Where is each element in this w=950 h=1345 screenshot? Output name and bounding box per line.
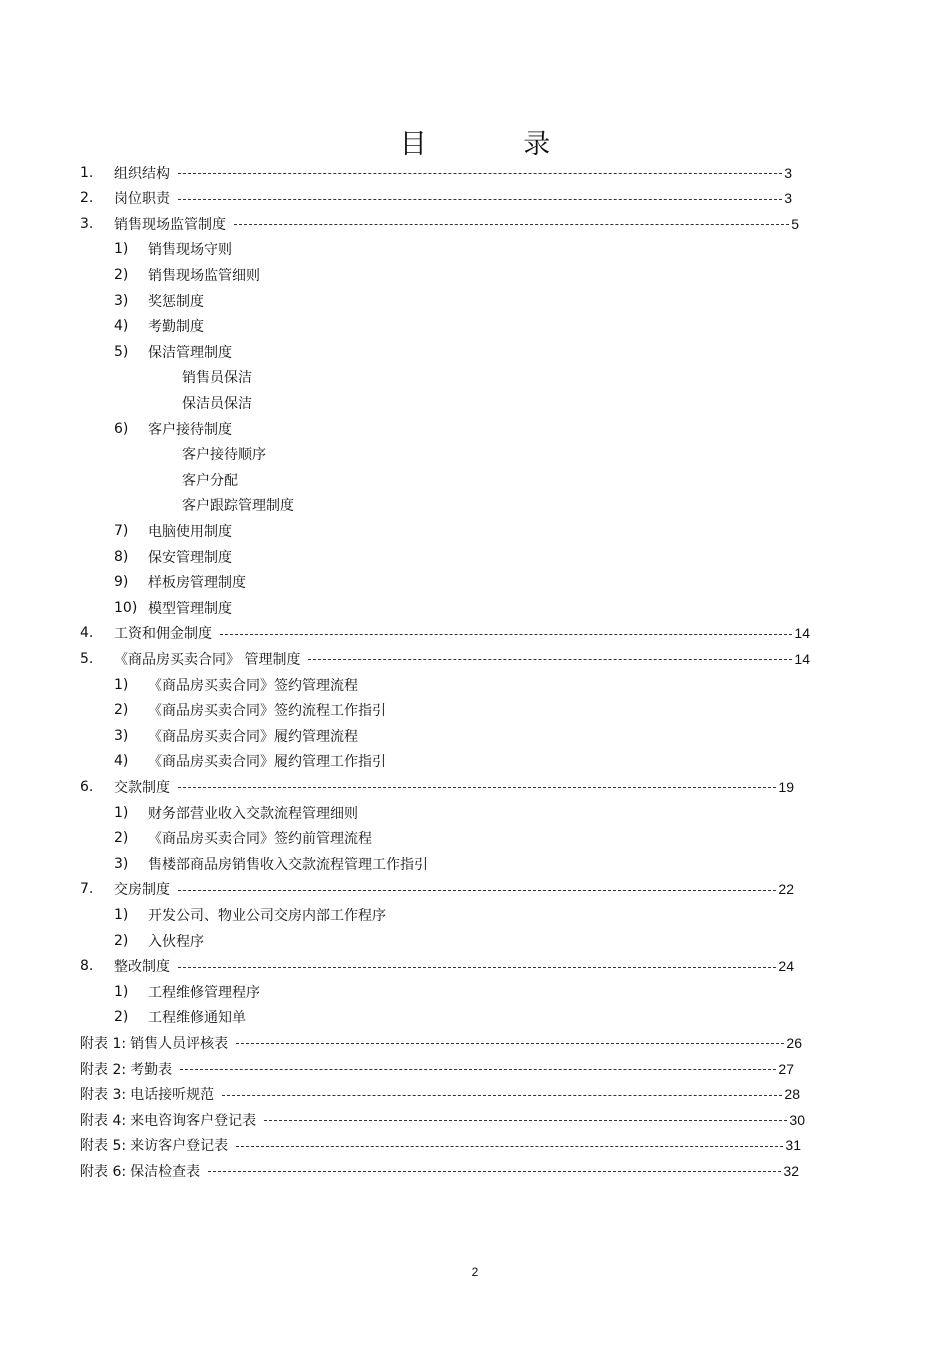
toc-entry-label: 交款制度 [114,779,170,796]
toc-entry[interactable] [114,902,386,927]
toc-entry-label: 组织结构 [114,165,170,182]
toc-entry-number: 7. [80,881,94,898]
toc-dot-leader [264,1120,787,1121]
toc-dot-leader [236,1043,784,1044]
page-number: 2 [471,1265,479,1279]
toc-entry-number: 2) [114,1009,129,1026]
toc-dot-leader [178,173,782,174]
toc-entry-label: 财务部营业收入交款流程管理细则 [148,805,358,822]
toc-entry-page: 19 [778,778,794,795]
toc-entry-number: 4. [80,625,94,642]
toc-entry-number: 附表 6: [80,1163,127,1180]
toc-entry-number: 6) [114,420,129,437]
toc-entry-page: 28 [784,1086,800,1103]
toc-entry-page: 27 [778,1060,794,1077]
toc-entry-label: 岗位职责 [114,191,170,208]
toc-entry[interactable] [80,1107,805,1132]
toc-entry[interactable] [114,262,260,287]
toc-entry[interactable] [114,826,372,851]
toc-entry[interactable] [80,646,810,671]
toc-entry-label: 工程维修通知单 [148,1010,246,1027]
toc-entry-label: 样板房管理制度 [148,575,246,592]
toc-entry-number: 2) [114,702,129,719]
toc-entry-label: 《商品房买卖合同》履约管理流程 [148,728,358,745]
toc-dot-leader [208,1171,781,1172]
toc-entry-label: 保洁员保洁 [182,395,252,412]
toc-entry-number: 2. [80,190,94,207]
toc-entry-number: 7) [114,522,129,539]
toc-entry-number: 1) [114,804,129,821]
toc-entry-number: 4) [114,753,129,770]
toc-entry-label: 客户接待顺序 [182,447,266,464]
toc-entry-page: 22 [778,881,794,898]
toc-entry[interactable] [114,416,232,441]
toc-dot-leader [234,224,789,225]
toc-entry[interactable] [182,467,238,492]
toc-entry-label: 电脑使用制度 [148,523,232,540]
toc-entry-number: 1) [114,676,129,693]
toc-entry-number: 2) [114,932,129,949]
toc-entry[interactable] [80,621,810,646]
toc-entry-label: 《商品房买卖合同》签约流程工作指引 [148,703,386,720]
toc-entry[interactable] [80,1158,799,1183]
toc-entry[interactable] [182,493,294,518]
toc-entry-number: 1. [80,164,94,181]
toc-entry-label: 工资和佣金制度 [114,626,212,643]
toc-entry-label: 销售员保洁 [182,370,252,387]
toc-dot-leader [178,199,782,200]
toc-entry[interactable] [114,800,358,825]
toc-entry-page: 26 [786,1034,802,1051]
toc-entry-label: 售楼部商品房销售收入交款流程管理工作指引 [148,856,428,873]
toc-entry-page: 5 [791,215,799,232]
toc-entry[interactable] [182,442,266,467]
toc-entry-label: 整改制度 [114,959,170,976]
toc-entry-number: 3) [114,855,129,872]
toc-entry-number: 8. [80,958,94,975]
toc-entry-page: 24 [778,958,794,975]
toc-entry-number: 1) [114,983,129,1000]
toc-entry[interactable] [182,390,252,415]
toc-entry-label: 销售现场监管细则 [148,267,260,284]
toc-entry-label: 交房制度 [114,882,170,899]
toc-entry-page: 3 [784,164,792,181]
toc-entry-label: 销售人员评核表 [130,1035,229,1052]
toc-entry[interactable] [80,1082,800,1107]
toc-dot-leader [220,634,792,635]
toc-entry[interactable] [80,1056,794,1081]
toc-entry-page: 32 [783,1162,799,1179]
toc-entry-number: 4) [114,318,129,335]
toc-entry-number: 1) [114,906,129,923]
toc-entry-label: 客户跟踪管理制度 [182,498,294,515]
toc-entry-label: 来电咨询客户登记表 [130,1112,257,1129]
toc-entry-label: 保洁检查表 [130,1163,201,1180]
toc-entry-number: 附表 4: [80,1112,127,1129]
toc-entry-number: 8) [114,548,129,565]
toc-entry-page: 31 [785,1137,801,1154]
toc-entry-label: 入伙程序 [148,933,204,950]
toc-entry[interactable] [114,723,358,748]
toc-entry-number: 2) [114,830,129,847]
toc-entry-label: 客户接待制度 [148,421,232,438]
toc-entry-number: 1) [114,241,129,258]
toc-entry[interactable] [114,339,232,364]
toc-entry[interactable] [114,698,386,723]
toc-entry-label: 保安管理制度 [148,549,232,566]
toc-entry-label: 电话接听规范 [130,1087,215,1104]
toc-entry[interactable] [80,774,794,799]
toc-entry[interactable] [80,1030,802,1055]
toc-entry-number: 附表 3: [80,1087,127,1104]
toc-entry-label: 《商品房买卖合同》签约前管理流程 [148,831,372,848]
toc-entry[interactable] [114,749,386,774]
toc-entry-label: 奖惩制度 [148,293,204,310]
toc-entry[interactable] [114,288,204,313]
toc-entry[interactable] [114,672,358,697]
toc-entry-number: 9) [114,574,129,591]
toc-entry-label: 保洁管理制度 [148,344,232,361]
toc-entry-number: 附表 2: [80,1061,127,1078]
toc-entry-number: 5) [114,343,129,360]
toc-entry[interactable] [114,518,232,543]
toc-entry-page: 3 [784,190,792,207]
toc-entry-number: 附表 5: [80,1138,127,1155]
toc-dot-leader [236,1146,783,1147]
toc-entry-label: 销售现场监管制度 [114,216,226,233]
toc-entry[interactable] [114,979,260,1004]
toc-entry-label: 来访客户登记表 [130,1138,229,1155]
toc-dot-leader [178,787,776,788]
toc-entry-number: 6. [80,778,94,795]
toc-dot-leader [180,1069,776,1070]
toc-entry-number: 附表 1: [80,1035,127,1052]
toc-dot-leader [308,659,792,660]
toc-dot-leader [222,1095,782,1096]
toc-entry-label: 工程维修管理程序 [148,984,260,1001]
toc-entry-label: 客户分配 [182,472,238,489]
toc-entry[interactable] [114,851,428,876]
toc-entry-label: 《商品房买卖合同》 管理制度 [114,651,301,668]
toc-entry[interactable] [80,1133,801,1158]
toc-entry[interactable] [114,1005,246,1030]
toc-entry-label: 考勤制度 [148,319,204,336]
toc-entry[interactable] [114,544,232,569]
toc-entry[interactable] [114,314,204,339]
toc-dot-leader [178,890,776,891]
toc-entry-label: 考勤表 [130,1061,173,1078]
toc-entry-label: 《商品房买卖合同》签约管理流程 [148,677,358,694]
toc-entry-label: 《商品房买卖合同》履约管理工作指引 [148,754,386,771]
toc-entry[interactable] [114,237,232,262]
toc-entry[interactable] [114,928,204,953]
toc-entry-page: 30 [789,1111,805,1128]
toc-entry-number: 3) [114,727,129,744]
toc-entry-number: 2) [114,266,129,283]
toc-entry-number: 3) [114,292,129,309]
toc-entry-page: 14 [794,650,810,667]
toc-dot-leader [178,967,776,968]
toc-entry[interactable] [80,160,792,185]
toc-entry-number: 5. [80,650,94,667]
page-title: 目 录 [399,129,595,160]
toc-entry[interactable] [80,954,794,979]
toc-entry-label: 模型管理制度 [148,600,232,617]
toc-entry[interactable] [114,570,246,595]
toc-entry[interactable] [80,877,794,902]
toc-entry[interactable] [182,365,252,390]
toc-entry[interactable] [80,211,799,236]
toc-entry[interactable] [114,595,232,620]
toc-entry-number: 10) [114,599,138,616]
toc-entry-page: 14 [794,625,810,642]
toc-entry-number: 3. [80,215,94,232]
toc-entry-label: 开发公司、物业公司交房内部工作程序 [148,907,386,924]
toc-entry[interactable] [80,186,792,211]
toc-entry-label: 销售现场守则 [148,242,232,259]
